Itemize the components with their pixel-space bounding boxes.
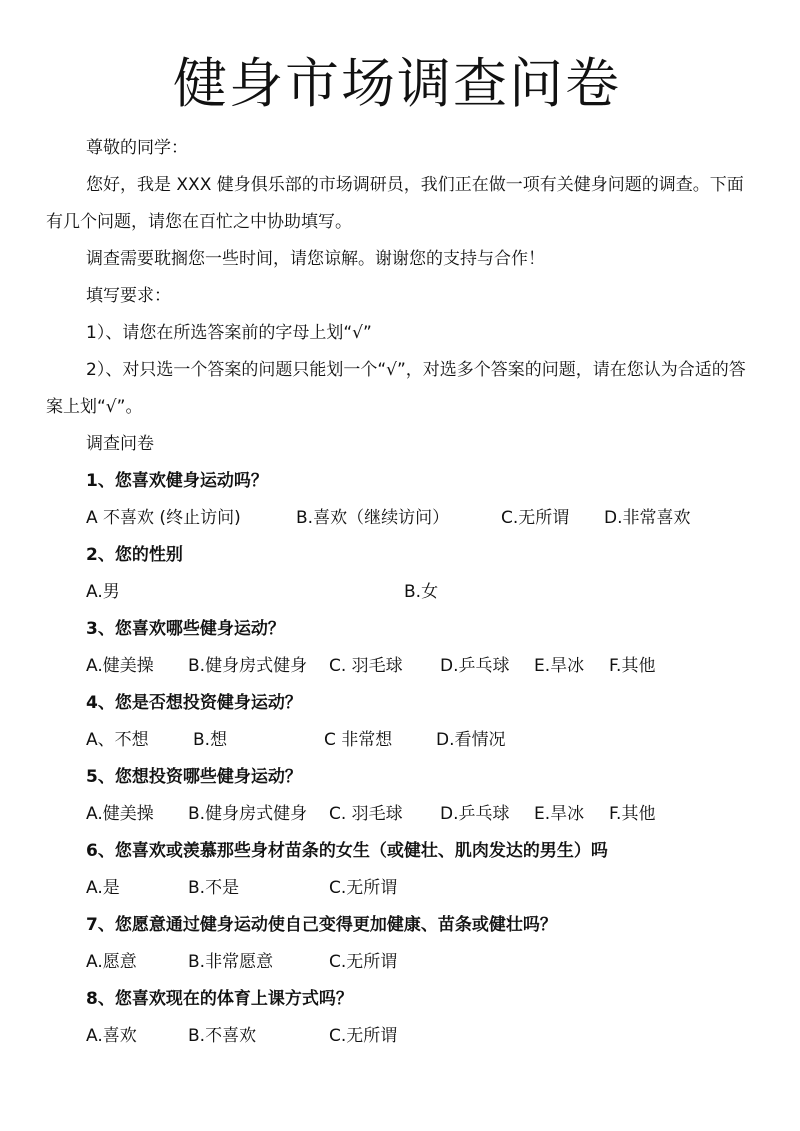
answer-option[interactable]: B.喜欢（继续访问） xyxy=(296,508,450,528)
option-row xyxy=(46,944,748,981)
question-block xyxy=(46,463,748,537)
option-row xyxy=(46,500,748,537)
intro-paragraph-1: 您好，我是 XXX 健身俱乐部的市场调研员，我们正在做一项有关健身问题的调查。下面有几个问题，请您在百忙之中协助填写。 xyxy=(46,175,744,232)
answer-option[interactable]: E.旱冰 xyxy=(534,656,585,676)
question-text: 8、您喜欢现在的体育上课方式吗？ xyxy=(86,989,353,1009)
question-text: 7、您愿意通过健身运动使自己变得更加健康、苗条或健壮吗？ xyxy=(86,915,557,935)
option-row xyxy=(46,796,748,833)
requirement-1: 1）、请您在所选答案前的字母上划“√” xyxy=(86,323,372,343)
answer-option[interactable]: A.愿意 xyxy=(86,952,137,972)
intro-section xyxy=(46,130,748,463)
survey-heading: 调查问卷 xyxy=(86,434,154,454)
option-row xyxy=(46,870,748,907)
salutation: 尊敬的同学： xyxy=(86,138,188,158)
answer-option[interactable]: F.其他 xyxy=(609,656,656,676)
answer-option[interactable]: F.其他 xyxy=(609,804,656,824)
survey-questions xyxy=(46,463,748,1055)
option-row xyxy=(46,1018,748,1055)
answer-option[interactable]: B.不喜欢 xyxy=(188,1026,257,1046)
answer-option[interactable]: C.无所谓 xyxy=(329,1026,398,1046)
answer-option[interactable]: A.是 xyxy=(86,878,120,898)
answer-option[interactable]: C.无所谓 xyxy=(501,508,570,528)
answer-option[interactable]: D.非常喜欢 xyxy=(604,508,691,528)
answer-option[interactable]: E.旱冰 xyxy=(534,804,585,824)
answer-option[interactable]: A.健美操 xyxy=(86,656,154,676)
answer-option[interactable]: A.男 xyxy=(86,582,120,602)
option-row xyxy=(46,648,748,685)
answer-option[interactable]: B.健身房式健身 xyxy=(188,656,308,676)
answer-option[interactable]: B.非常愿意 xyxy=(188,952,274,972)
answer-option[interactable]: D.乒乓球 xyxy=(440,656,510,676)
answer-option[interactable]: C 非常想 xyxy=(324,730,393,750)
answer-option[interactable]: A.喜欢 xyxy=(86,1026,137,1046)
question-block xyxy=(46,981,748,1055)
answer-option[interactable]: C.无所谓 xyxy=(329,952,398,972)
option-row xyxy=(46,722,748,759)
answer-option[interactable]: B.想 xyxy=(193,730,228,750)
question-block xyxy=(46,685,748,759)
answer-option[interactable]: C.无所谓 xyxy=(329,878,398,898)
question-block xyxy=(46,907,748,981)
answer-option[interactable]: D.看情况 xyxy=(436,730,506,750)
option-row xyxy=(46,574,748,611)
answer-option[interactable]: B.健身房式健身 xyxy=(188,804,308,824)
question-text: 5、您想投资哪些健身运动？ xyxy=(86,767,302,787)
question-block xyxy=(46,759,748,833)
question-text: 2、您的性别 xyxy=(86,545,183,565)
answer-option[interactable]: C. 羽毛球 xyxy=(329,804,403,824)
answer-option[interactable]: B.不是 xyxy=(188,878,240,898)
answer-option[interactable]: B.女 xyxy=(404,582,439,602)
requirements-heading: 填写要求： xyxy=(86,286,171,306)
answer-option[interactable]: A.健美操 xyxy=(86,804,154,824)
page-title: 健身市场调查问卷 xyxy=(173,52,621,115)
answer-option[interactable]: D.乒乓球 xyxy=(440,804,510,824)
intro-paragraph-2: 调查需要耽搁您一些时间，请您谅解。谢谢您的支持与合作！ xyxy=(86,249,545,269)
question-text: 3、您喜欢哪些健身运动？ xyxy=(86,619,285,639)
question-text: 6、您喜欢或羡慕那些身材苗条的女生（或健壮、肌肉发达的男生）吗 xyxy=(86,841,608,861)
answer-option[interactable]: A、不想 xyxy=(86,730,149,750)
requirement-2: 2）、对只选一个答案的问题只能划一个“√”，对选多个答案的问题，请在您认为合适的答案上划“√”。 xyxy=(46,360,746,417)
question-text: 1、您喜欢健身运动吗？ xyxy=(86,471,268,491)
answer-option[interactable]: A 不喜欢 (终止访问) xyxy=(86,508,241,528)
question-text: 4、您是否想投资健身运动？ xyxy=(86,693,302,713)
question-block xyxy=(46,537,748,611)
question-block xyxy=(46,611,748,685)
answer-option[interactable]: C. 羽毛球 xyxy=(329,656,403,676)
question-block xyxy=(46,833,748,907)
